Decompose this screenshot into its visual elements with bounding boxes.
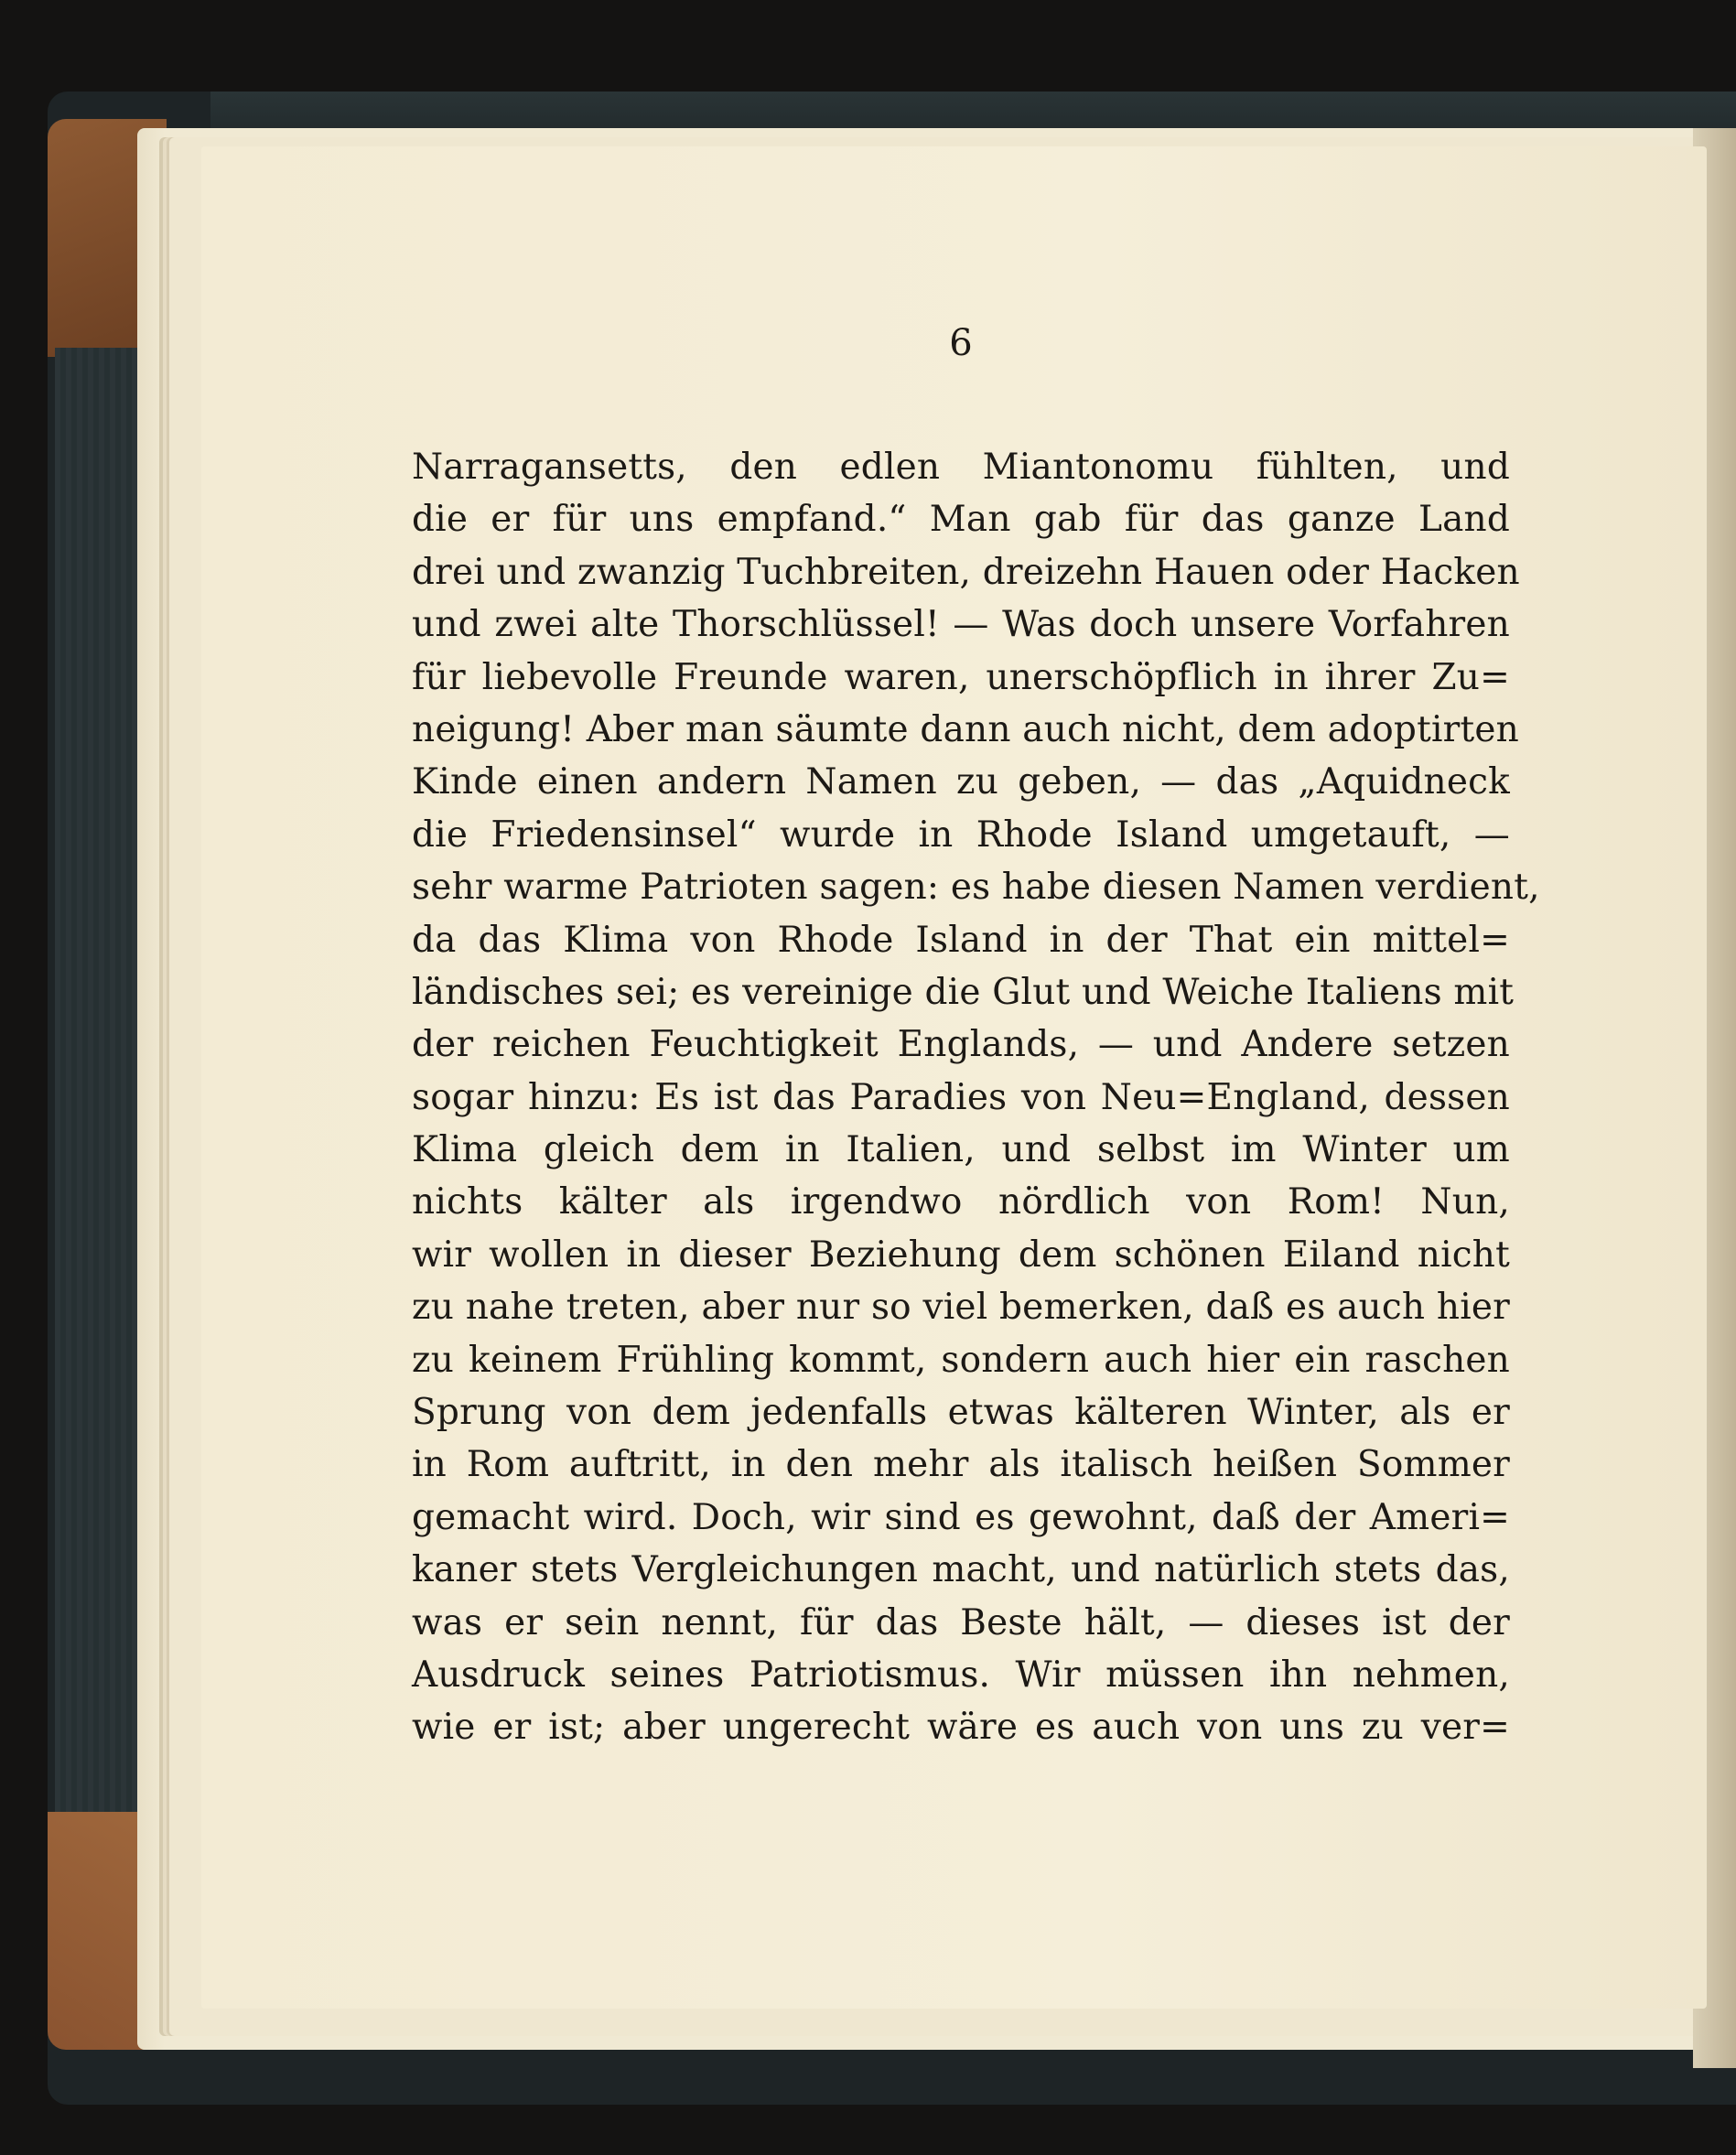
text-line: ländisches sei; es vereinige die Glut und Weiche Italiens mit [412, 971, 1515, 1013]
text-line: nichts kälter als irgendwo nördlich von Rom! Nun, [412, 1181, 1510, 1223]
text-line: sogar hinzu: Es ist das Paradies von Neu=England, dessen [412, 1076, 1510, 1118]
text-line: da das Klima von Rhode Island in der That ein mittel= [412, 919, 1510, 961]
text-line: was er sein nennt, für das Beste hält, — dieses ist der [412, 1601, 1510, 1643]
text-line: zu nahe treten, aber nur so viel bemerken, daß es auch hier [412, 1287, 1510, 1329]
text-line: sehr warme Patrioten sagen: es habe diesen Namen verdient, [412, 867, 1540, 909]
page-text [412, 441, 1540, 1754]
text-line: zu keinem Frühling kommt, sondern auch hier ein raschen [412, 1339, 1510, 1381]
text-line: neigung! Aber man säumte dann auch nicht, dem adoptirten [412, 708, 1519, 750]
text-line: gemacht wird. Doch, wir sind es gewohnt, daß der Ameri= [412, 1496, 1510, 1538]
text-line: Sprung von dem jedenfalls etwas kälteren Winter, als er [412, 1392, 1510, 1434]
text-line: kaner stets Vergleichungen macht, und natürlich stets das, [412, 1549, 1510, 1591]
text-line: für liebevolle Freunde waren, unerschöpflich in ihrer Zu= [412, 656, 1510, 698]
text-line: drei und zwanzig Tuchbreiten, dreizehn Hauen oder Hacken [412, 551, 1520, 593]
text-line: Klima gleich dem in Italien, und selbst im Winter um [412, 1129, 1510, 1171]
page-number: 6 [949, 322, 973, 364]
text-line: wie er ist; aber ungerecht wäre es auch von uns zu ver= [412, 1707, 1510, 1749]
text-line: in Rom auftritt, in den mehr als italisch heißen Sommer [412, 1444, 1510, 1486]
text-line: und zwei alte Thorschlüssel! — Was doch unsere Vorfahren [412, 604, 1510, 646]
text-line: die Friedensinsel“ wurde in Rhode Island umgetauft, — [412, 814, 1510, 856]
text-line: wir wollen in dieser Beziehung dem schönen Eiland nicht [412, 1234, 1510, 1276]
text-line: Narragansetts, den edlen Miantonomu fühlten, und [412, 447, 1510, 488]
text-line: der reichen Feuchtigkeit Englands, — und Andere setzen [412, 1024, 1510, 1066]
text-line: Kinde einen andern Namen zu geben, — das „Aquidneck [412, 761, 1510, 803]
text-line: Ausdruck seines Patriotismus. Wir müssen ihn nehmen, [412, 1654, 1510, 1696]
text-line: die er für uns empfand.“ Man gab für das ganze Land [412, 499, 1510, 541]
